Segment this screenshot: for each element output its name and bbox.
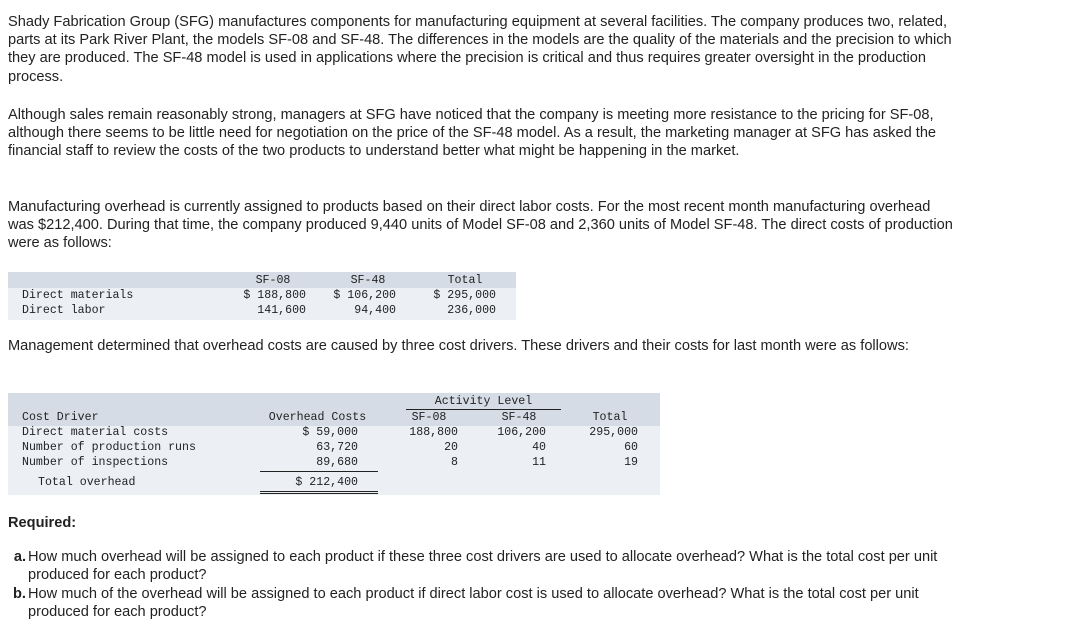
activity-level-underline — [406, 409, 561, 410]
activity-total-inspections: 19 — [624, 456, 638, 469]
direct-materials-sf08: $ 188,800 — [243, 289, 306, 302]
activity-total-direct-material-costs: 295,000 — [589, 426, 638, 439]
direct-materials-sf48: $ 106,200 — [333, 289, 396, 302]
activity-sf08-direct-material-costs: 188,800 — [409, 426, 458, 439]
col-header-activity-sf08: SF-08 — [411, 411, 447, 424]
cost-drivers-paragraph: Management determined that overhead costs are caused by three cost drivers. These drivers and their costs for last month were as follows: — [8, 338, 909, 354]
col-header-total: Total — [447, 274, 483, 287]
col-header-activity-sf48: SF-48 — [501, 411, 537, 424]
activity-sf48-inspections: 11 — [532, 456, 546, 469]
col-header-cost-driver: Cost Driver — [22, 411, 99, 424]
total-overhead-label: Total overhead — [38, 476, 136, 489]
overhead-direct-material-costs: $ 59,000 — [302, 426, 358, 439]
col-header-activity-total: Total — [592, 411, 628, 424]
activity-total-production-runs: 60 — [624, 441, 638, 454]
col-header-sf08: SF-08 — [255, 274, 291, 287]
col-header-overhead-costs: Overhead Costs — [268, 411, 367, 424]
pricing-paragraph: Although sales remain reasonably strong, managers at SFG have noticed that the company is meeting more resistance to the pricing for SF-08, although there seems to be little need for negotiation on the price of the SF-48 model. As a result, the marketing manager at SFG has asked the financial staff to review the costs of the two products to understand better what might be happening in the market. — [8, 107, 937, 160]
row-label-direct-labor: Direct labor — [22, 304, 106, 317]
overhead-production-runs: 63,720 — [316, 441, 358, 454]
intro-paragraph: Shady Fabrication Group (SFG) manufactures components for manufacturing equipment at several facilities. The company produces two, related, parts at its Park River Plant, the models SF-08 and SF-48. The differences in the models are the quality of the materials and the precision to which they are produced. The SF-48 model is used in applications where the precision is critical and thus requires greater oversight in the production process. — [8, 14, 952, 85]
row-label-direct-materials: Direct materials — [22, 289, 134, 302]
overhead-paragraph: Manufacturing overhead is currently assigned to products based on their direct labor costs. For the most recent month manufacturing overhead was $212,400. During that time, the company produced 9,440 units of Model SF-08 and 2,360 units of Model SF-48. The direct costs of production were as follows: — [8, 199, 953, 252]
required-item-b — [8, 585, 958, 621]
activity-sf48-production-runs: 40 — [532, 441, 546, 454]
direct-labor-sf08: 141,600 — [257, 304, 306, 317]
required-item-a-label: a. — [13, 549, 26, 565]
driver-label-inspections: Number of inspections — [22, 456, 169, 469]
overhead-inspections: 89,680 — [316, 456, 358, 469]
driver-label-direct-material-costs: Direct material costs — [22, 426, 169, 439]
activity-sf48-direct-material-costs: 106,200 — [497, 426, 546, 439]
direct-materials-total: $ 295,000 — [433, 289, 496, 302]
driver-label-production-runs: Number of production runs — [22, 441, 196, 454]
direct-costs-table — [8, 272, 516, 320]
required-item-a-text: How much overhead will be assigned to each product if these three cost drivers are used to allocate overhead? What is the total cost per unit produced for each product? — [28, 549, 938, 584]
total-double-underline-2 — [260, 493, 378, 494]
required-item-b-text: How much of the overhead will be assigned to each product if direct labor cost is used to allocate overhead? What is the total cost per unit produced for each product? — [28, 586, 919, 621]
direct-labor-sf48: 94,400 — [354, 304, 396, 317]
activity-sf08-inspections: 8 — [451, 456, 458, 469]
activity-sf08-production-runs: 20 — [444, 441, 458, 454]
activity-level-header: Activity Level — [434, 395, 533, 408]
required-item-a — [8, 548, 958, 584]
overhead-drivers-table — [8, 393, 660, 495]
required-item-b-label: b. — [13, 586, 26, 602]
total-double-underline-1 — [260, 491, 378, 492]
subtotal-underline — [260, 471, 378, 472]
col-header-sf48: SF-48 — [350, 274, 386, 287]
direct-labor-total: 236,000 — [447, 304, 496, 317]
total-overhead-value: $ 212,400 — [295, 476, 358, 489]
required-title: Required: — [8, 515, 77, 531]
